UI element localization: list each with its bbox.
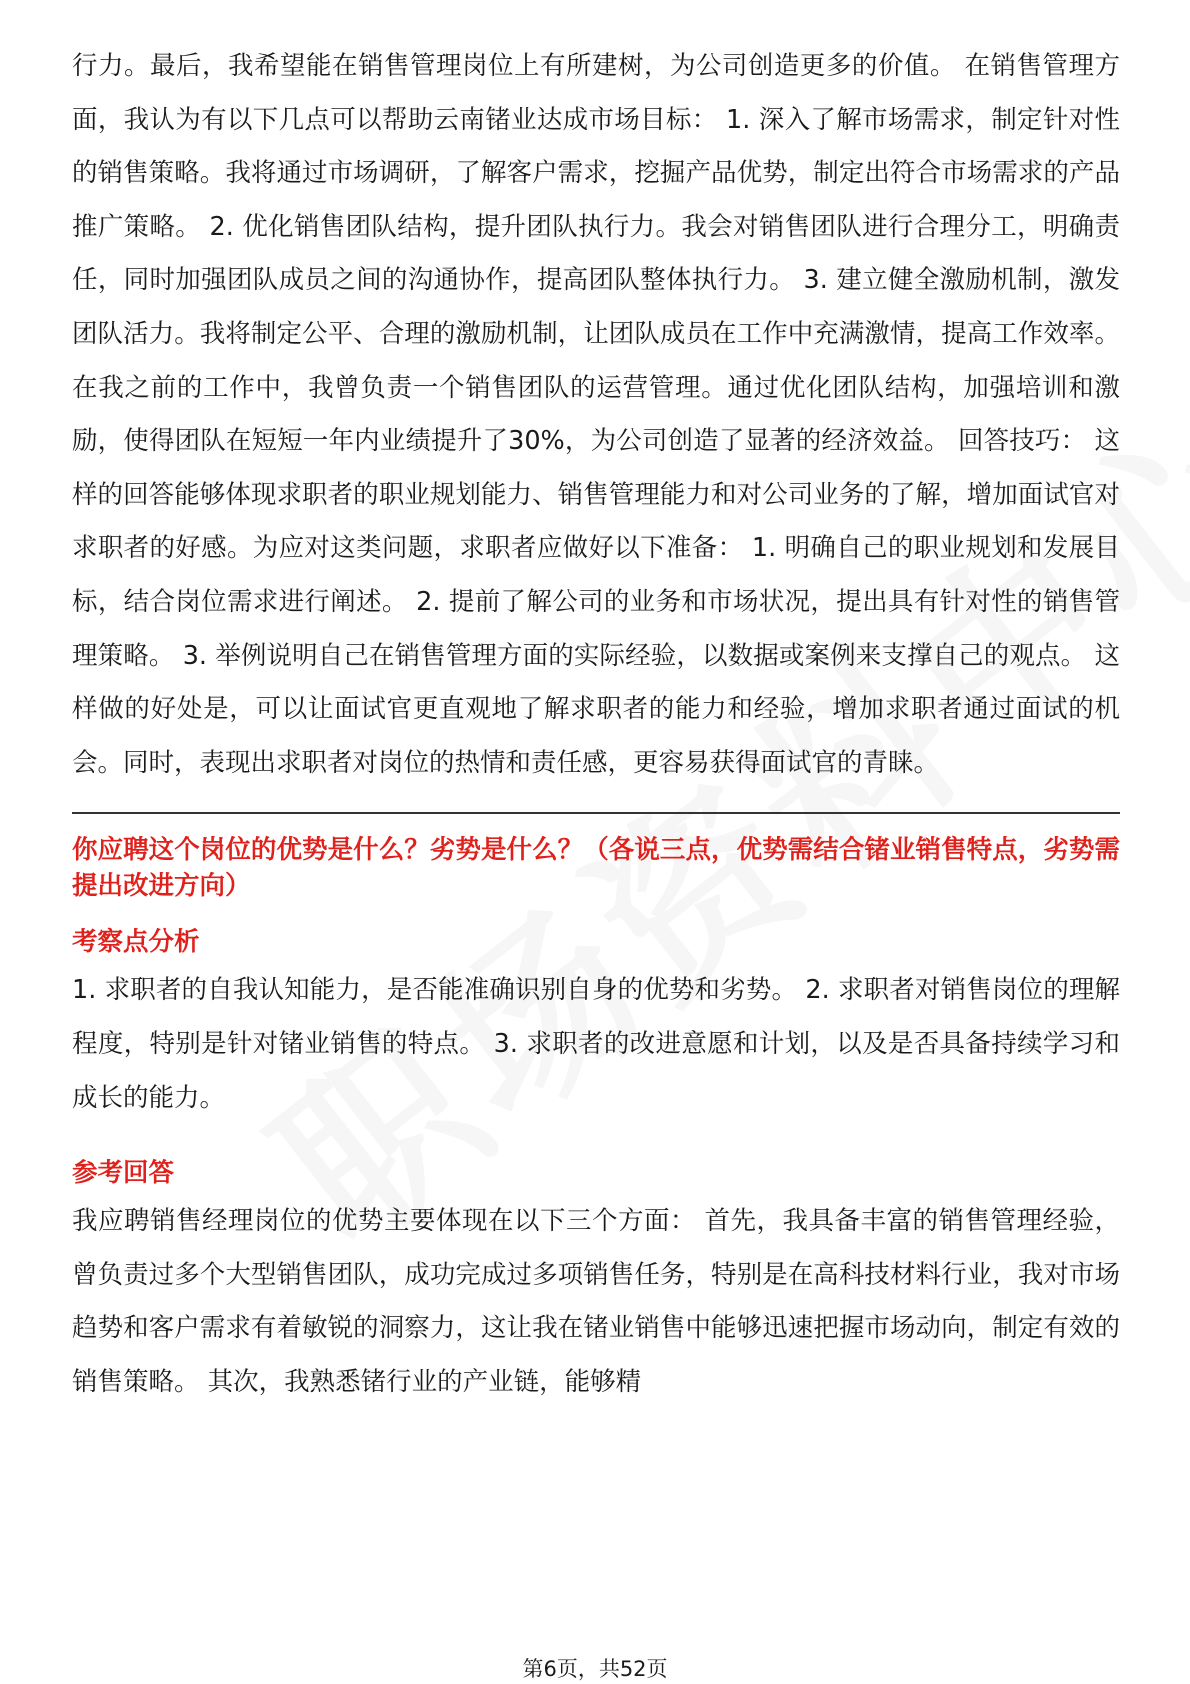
section-divider [72, 812, 1120, 814]
analysis-paragraph: 1. 求职者的自我认知能力，是否能准确识别自身的优势和劣势。 2. 求职者对销售岗位的理解程度，特别是针对锗业销售的特点。 3. 求职者的改进意愿和计划，以及是否具备持续学习和成长的能力。 [72, 975, 1120, 1113]
page-number: 第6页，共52页 [522, 1657, 668, 1681]
analysis-heading: 考察点分析 [72, 927, 200, 958]
interview-question: 你应聘这个岗位的优势是什么？劣势是什么？（各说三点，优势需结合锗业销售特点，劣势需提出改进方向） [72, 835, 1120, 902]
continued-answer-paragraph: 行力。最后，我希望能在销售管理岗位上有所建树，为公司创造更多的价值。 在销售管理方面，我认为有以下几点可以帮助云南锗业达成市场目标： 1. 深入了解市场需求，制定针对性的销售策略。我将通过市场调研，了解客户需求，挖掘产品优势，制定出符合市场需求的产品推广策略。 2. 优化销售团队结构，提升团队执行力。我会对销售团队进行合理分工，明确责任，同时加强团队成员之间的沟通协作，提高团队整体执行力。 3. 建立健全激励机制，激发团队活力。我将制定公平、合理的激励机制，让团队成员在工作中充满激情，提高工作效率。 在我之前的工作中，我曾负责一个销售团队的运营管理。通过优化团队结构，加强培训和激励，使得团队在短短一年内业绩提升了30%，为公司创造了显著的经济效益。 回答技巧： 这样的回答能够体现求职者的职业规划能力、销售管理能力和对公司业务的了解，增加面试官对求职者的好感。为应对这类问题，求职者应做好以下准备： 1. 明确自己的职业规划和发展目标，结合岗位需求进行阐述。 2. 提前了解公司的业务和市场状况，提出具有针对性的销售管理策略。 3. 举例说明自己在销售管理方面的实际经验，以数据或案例来支撑自己的观点。 这样做的好处是，可以让面试官更直观地了解求职者的能力和经验，增加求职者通过面试的机会。同时，表现出求职者对岗位的热情和责任感，更容易获得面试官的青睐。 [72, 51, 1120, 778]
reference-answer-heading: 参考回答 [72, 1158, 175, 1189]
document-page [72, 40, 1120, 1409]
reference-answer-paragraph: 我应聘销售经理岗位的优势主要体现在以下三个方面： 首先，我具备丰富的销售管理经验，曾负责过多个大型销售团队，成功完成过多项销售任务，特别是在高科技材料行业，我对市场趋势和客户需求有着敏锐的洞察力，这让我在锗业销售中能够迅速把握市场动向，制定有效的销售策略。 其次，我熟悉锗行业的产业链，能够精 [72, 1206, 1120, 1397]
